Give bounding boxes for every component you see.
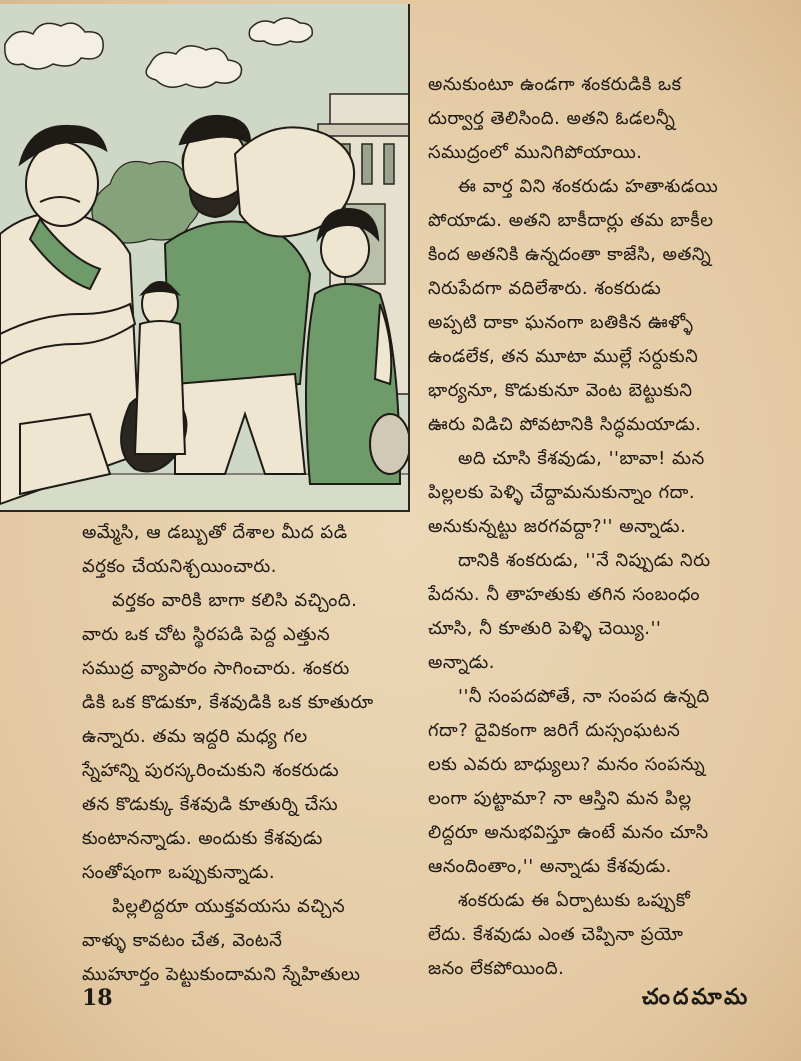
text-line: లిద్దరూ అనుభవిస్తూ ఉంటే మనం చూసి bbox=[428, 822, 709, 843]
text-line: పోయాడు. అతని బాకీదార్లు తమ బాకీల bbox=[428, 210, 714, 231]
text-line: భార్యనూ, కొడుకునూ వెంట బెట్టుకుని bbox=[428, 380, 693, 401]
text-line: శంకరుడు ఈ ఏర్పాటుకు ఒప్పుకో bbox=[458, 890, 691, 911]
text-line: లంగా పుట్టామా? నా ఆస్తిని మన పిల్ల bbox=[428, 788, 692, 809]
text-line: ఊరు విడిచి పోవటానికి సిద్ధమయాడు. bbox=[428, 414, 702, 435]
text-line: అది చూసి కేశవుడు, ''బావా! మన bbox=[458, 448, 705, 469]
text-line: గదా? దైవికంగా జరిగే దుస్సంఘటన bbox=[428, 720, 681, 741]
text-line: జనం లేకపోయింది. bbox=[428, 958, 565, 979]
text-column-left bbox=[82, 516, 424, 992]
text-line: సంతోషంగా ఒప్పుకున్నాడు. bbox=[82, 862, 276, 883]
text-line: ఉండలేక, తన మూటా ముల్లే సర్దుకుని bbox=[428, 346, 699, 367]
text-line: కుంటానన్నాడు. అందుకు కేశవుడు bbox=[82, 828, 323, 849]
text-line: చూసి, నీ కూతురి పెళ్ళి చెయ్యి.'' bbox=[428, 618, 662, 639]
text-line: దుర్వార్త తెలిసింది. అతని ఓడలన్నీ bbox=[428, 108, 676, 129]
text-line: తన కొడుక్కు కేశవుడి కూతుర్ని చేసు bbox=[82, 794, 339, 815]
text-line: సముద్రంలో మునిగిపోయాయి. bbox=[428, 142, 643, 163]
text-line: కింద అతనికి ఉన్నదంతా కాజేసి, అతన్ని bbox=[428, 244, 712, 265]
text-line: లకు ఎవరు బాధ్యులు? మనం సంపన్ను bbox=[428, 754, 706, 775]
page-number: 18 bbox=[82, 985, 113, 1011]
text-line: పిల్లలిద్దరూ యుక్తవయసు వచ్చిన bbox=[112, 896, 346, 917]
text-line: అమ్మేసి, ఆ డబ్బుతో దేశాల మీద పడి bbox=[82, 522, 348, 543]
text-line: సముద్ర వ్యాపారం సాగించారు. శంకరు bbox=[82, 658, 350, 679]
text-line: వర్తకం వారికి బాగా కలిసి వచ్చింది. bbox=[112, 590, 358, 611]
text-line: వారు ఒక చోట స్థిరపడి పెద్ద ఎత్తున bbox=[82, 624, 331, 645]
text-line: ఆనందింతాం,'' అన్నాడు కేశవుడు. bbox=[428, 856, 672, 877]
magazine-name: చందమామ bbox=[642, 985, 751, 1010]
text-line: నిరుపేదగా వదిలేశారు. శంకరుడు bbox=[428, 278, 662, 299]
text-line: పిల్లలకు పెళ్ళి చేద్దామనుకున్నాం గదా. bbox=[428, 482, 696, 503]
text-line: వర్తకం చేయనిశ్చయించారు. bbox=[82, 556, 277, 577]
text-line: దానికి శంకరుడు, ''నే నిప్పుడు నిరు bbox=[458, 550, 711, 571]
text-line: పేదను. నీ తాహతుకు తగిన సంబంధం bbox=[428, 584, 701, 605]
text-line: స్నేహాన్ని పురస్కరించుకుని శంకరుడు bbox=[82, 760, 340, 781]
text-line: అప్పటి దాకా ఘనంగా బతికిన ఊళ్ళో bbox=[428, 312, 694, 333]
text-column-right bbox=[428, 68, 776, 986]
text-line: అనుకుంటూ ఉండగా శంకరుడికి ఒక bbox=[428, 74, 682, 95]
text-line: ఉన్నారు. తమ ఇద్దరి మధ్య గల bbox=[82, 726, 308, 747]
text-line: లేదు. కేశవుడు ఎంత చెప్పినా ప్రయో bbox=[428, 924, 684, 945]
text-line: అన్నాడు. bbox=[428, 652, 495, 673]
text-line: డికి ఒక కొడుకూ, కేశవుడికి ఒక కూతురూ bbox=[82, 692, 374, 713]
story-illustration bbox=[0, 4, 410, 512]
text-line: ''నీ సంపదపోతే, నా సంపద ఉన్నది bbox=[458, 686, 710, 707]
text-line: ఈ వార్త విని శంకరుడు హతాశుడయి bbox=[458, 176, 719, 197]
text-line: అనుకున్నట్టు జరగవద్దా?'' అన్నాడు. bbox=[428, 516, 687, 537]
text-line: ముహూర్తం పెట్టుకుందామని స్నేహితులు bbox=[82, 964, 361, 985]
text-line: వాళ్ళు కావటం చేత, వెంటనే bbox=[82, 930, 283, 951]
